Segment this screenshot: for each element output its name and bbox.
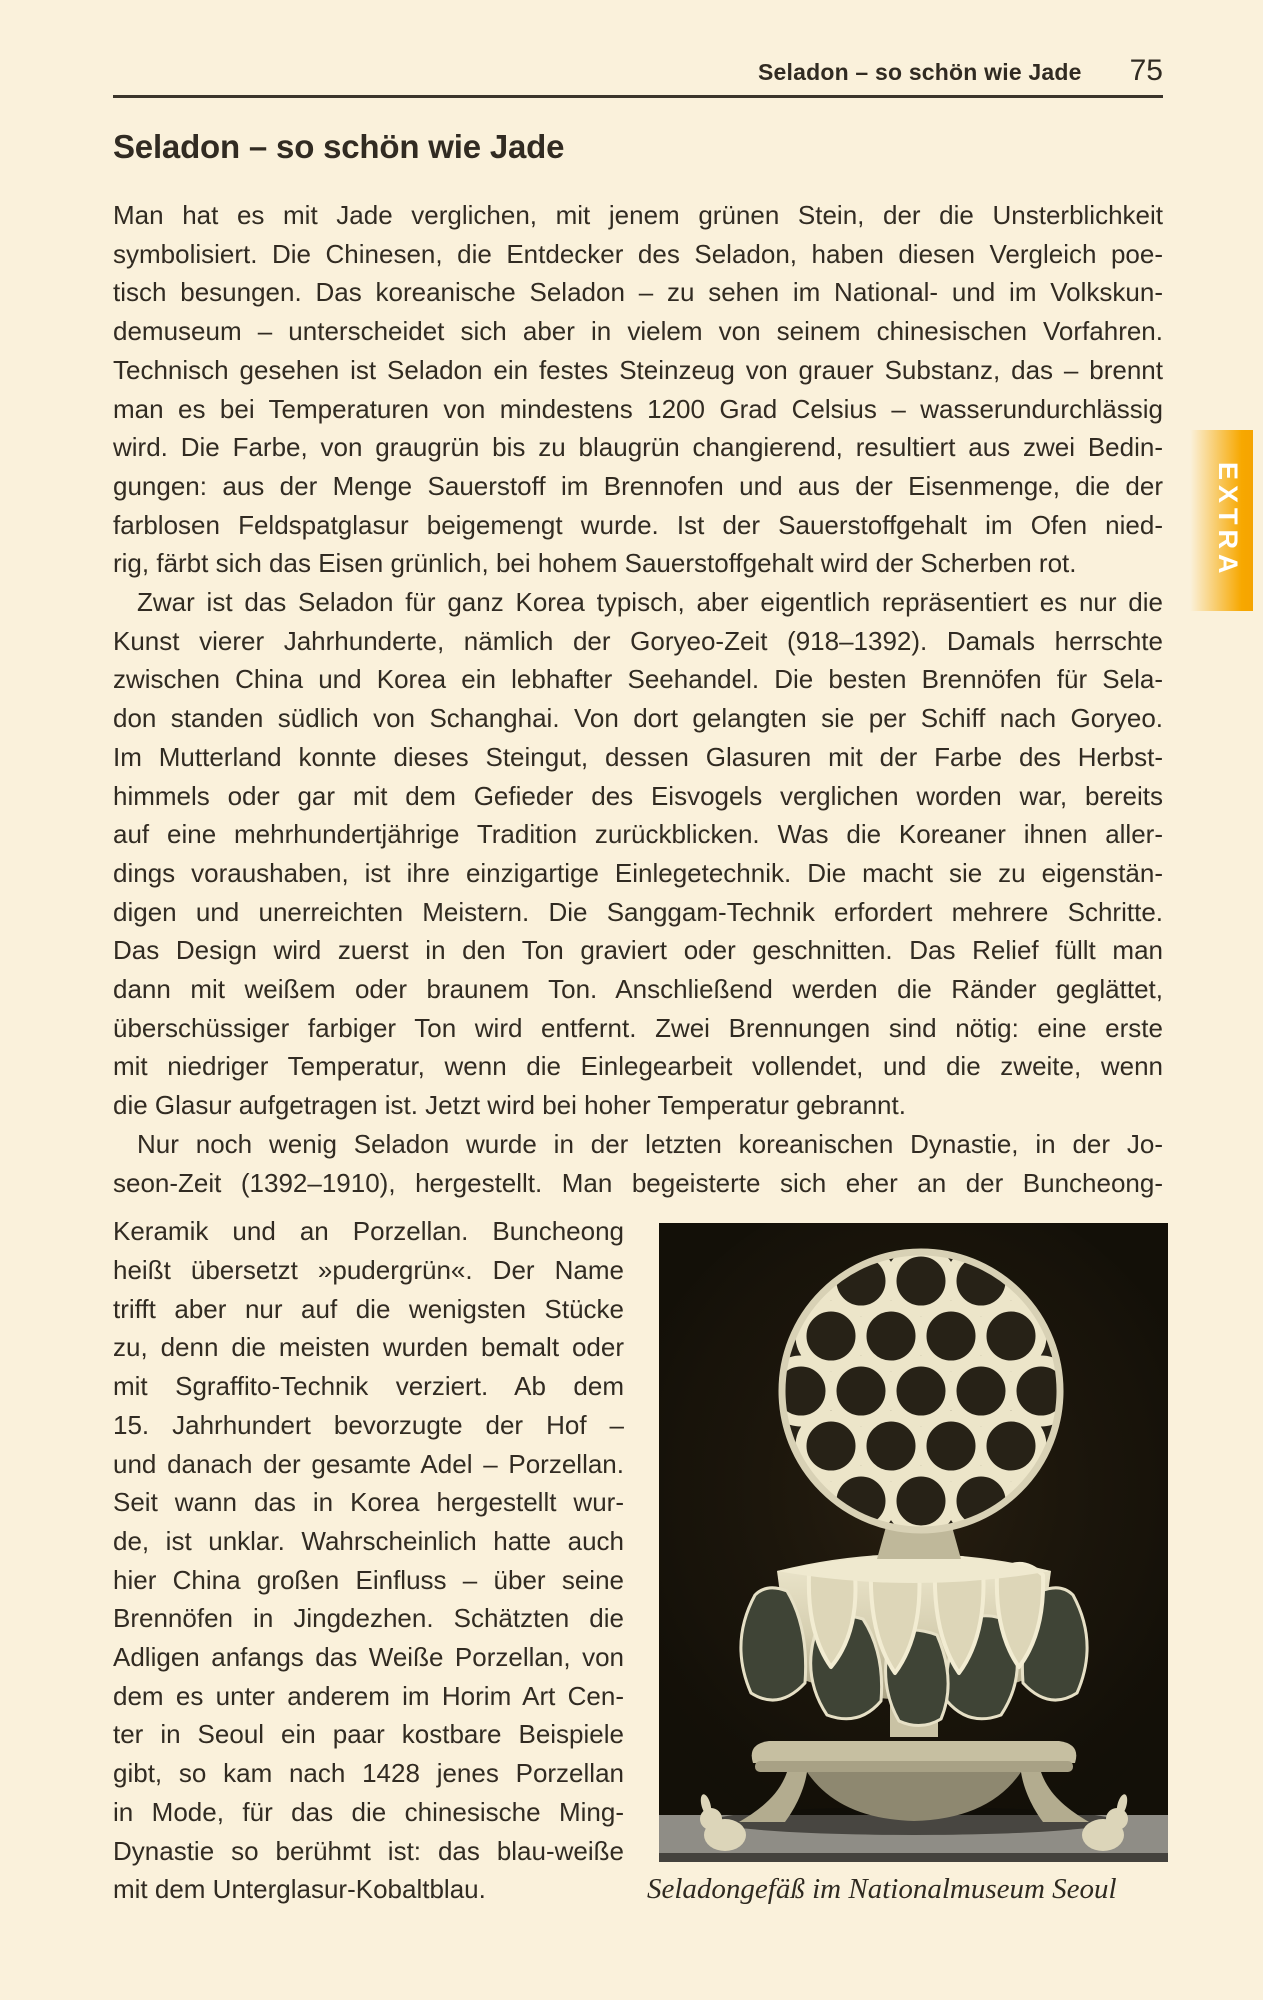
text-line: Im Mutterland konnte dieses Steingut, dessen Glasuren mit der Farbe des Herbst- — [113, 741, 1163, 772]
full-width-paragraphs — [113, 196, 1163, 1202]
text-line: himmels oder gar mit dem Gefieder des Eisvogels verglichen worden war, bereits — [113, 780, 1163, 811]
text-line: heißt übersetzt »pudergrün«. Der Name — [113, 1254, 624, 1285]
text-line: Adligen anfangs das Weiße Porzellan, von — [113, 1642, 624, 1673]
extra-tab — [1190, 430, 1253, 611]
text-line: gungen: aus der Menge Sauerstoff im Brennofen und aus der Eisenmenge, die der — [113, 470, 1163, 501]
text-line: zu, denn die meisten wurden bemalt oder — [113, 1332, 624, 1363]
text-line: rig, färbt sich das Eisen grünlich, bei hohem Sauerstoffgehalt wird der Scherben rot. — [113, 548, 1077, 579]
text-line: Technisch gesehen ist Seladon ein festes Steinzeug von grauer Substanz, das – brennt — [113, 354, 1163, 385]
text-line: und danach der gesamte Adel – Porzellan. — [113, 1448, 624, 1479]
text-line: mit Sgraffito-Technik verziert. Ab dem — [113, 1371, 624, 1402]
text-line: die Glasur aufgetragen ist. Jetzt wird bei hoher Temperatur gebrannt. — [113, 1090, 906, 1121]
text-line: dem es unter anderem im Horim Art Cen- — [113, 1680, 624, 1711]
text-line: seon-Zeit (1392–1910), hergestellt. Man begeisterte sich eher an der Buncheong- — [113, 1167, 1163, 1198]
text-line: in Mode, für das die chinesische Ming- — [113, 1796, 624, 1827]
text-line: symbolisiert. Die Chinesen, die Entdecker des Seladon, haben diesen Vergleich poe- — [113, 238, 1163, 269]
text-line: mit niedriger Temperatur, wenn die Einlegearbeit vollendet, und die zweite, wenn — [113, 1051, 1163, 1082]
narrow-column — [113, 1212, 624, 1909]
text-line: Nur noch wenig Seladon wurde in der letzten koreanischen Dynastie, in der Jo- — [137, 1128, 1163, 1159]
text-line: wird. Die Farbe, von graugrün bis zu blaugrün changierend, resultiert aus zwei Bedin- — [113, 432, 1163, 463]
text-line: ter in Seoul ein paar kostbare Beispiele — [113, 1719, 624, 1750]
figure-caption: Seladongefäß im Nationalmuseum Seoul — [647, 1873, 1117, 1905]
text-line: Kunst vierer Jahrhunderte, nämlich der Goryeo-Zeit (918–1392). Damals herrschte — [113, 625, 1163, 656]
text-line: Das Design wird zuerst in den Ton graviert oder geschnitten. Das Relief füllt man — [113, 935, 1163, 966]
text-line: Seit wann das in Korea hergestellt wur- — [113, 1487, 624, 1518]
paragraph — [113, 583, 1163, 1125]
text-line: auf eine mehrhundertjährige Tradition zurückblicken. Was die Koreaner ihnen aller- — [113, 819, 1163, 850]
text-line: Keramik und an Porzellan. Buncheong — [113, 1216, 624, 1247]
running-head — [113, 54, 1163, 88]
text-line: farblosen Feldspatglasur beigemengt wurde. Ist der Sauerstoffgehalt im Ofen nied- — [113, 509, 1163, 540]
celadon-vessel-photo — [659, 1223, 1168, 1862]
paragraph — [113, 196, 1163, 583]
page-title: Seladon – so schön wie Jade — [113, 128, 565, 166]
figure — [647, 1223, 1168, 1906]
text-line: 15. Jahrhundert bevorzugte der Hof – — [113, 1409, 624, 1440]
text-line: de, ist unklar. Wahrscheinlich hatte auch — [113, 1525, 624, 1556]
text-line: dann mit weißem oder braunem Ton. Anschließend werden die Ränder geglättet, — [113, 974, 1163, 1005]
text-line: demuseum – unterscheidet sich aber in vielem von seinem chinesischen Vorfahren. — [113, 316, 1163, 347]
text-line: Man hat es mit Jade verglichen, mit jenem grünen Stein, der die Unsterblichkeit — [113, 200, 1163, 230]
text-line: überschüssiger farbiger Ton wird entfernt. Zwei Brennungen sind nötig: eine erste — [113, 1012, 1163, 1043]
page-number: 75 — [1129, 54, 1163, 87]
running-head-title: Seladon – so schön wie Jade — [757, 59, 1082, 85]
text-line: don standen südlich von Schanghai. Von dort gelangten sie per Schiff nach Goryeo. — [113, 703, 1163, 734]
text-line: dings voraushaben, ist ihre einzigartige Einlegetechnik. Die macht sie zu eigenstän- — [113, 857, 1163, 888]
text-line: zwischen China und Korea ein lebhafter Seehandel. Die besten Brennöfen für Sela- — [113, 664, 1163, 695]
text-line: gibt, so kam nach 1428 jenes Porzellan — [113, 1758, 624, 1789]
text-line: digen und unerreichten Meistern. Die Sanggam-Technik erfordert mehrere Schritte. — [113, 896, 1163, 927]
text-line: man es bei Temperaturen von mindestens 1200 Grad Celsius – wasserundurchlässig — [113, 393, 1163, 424]
text-line: Zwar ist das Seladon für ganz Korea typisch, aber eigentlich repräsentiert es nur die — [137, 587, 1163, 618]
text-line: tisch besungen. Das koreanische Seladon – zu sehen im National- und im Volkskun- — [113, 277, 1163, 308]
paragraph — [113, 1125, 1163, 1202]
extra-tab-label: EXTRA — [1213, 462, 1243, 579]
paragraph — [113, 1212, 624, 1909]
header-rule — [113, 95, 1163, 98]
text-line: Brennöfen in Jingdezhen. Schätzten die — [113, 1603, 624, 1634]
text-line: Dynastie so berühmt ist: das blau-weiße — [113, 1835, 624, 1866]
text-line: mit dem Unterglasur-Kobaltblau. — [113, 1874, 486, 1905]
text-line: trifft aber nur auf die wenigsten Stücke — [113, 1293, 624, 1324]
text-line: hier China großen Einfluss – über seine — [113, 1564, 624, 1595]
